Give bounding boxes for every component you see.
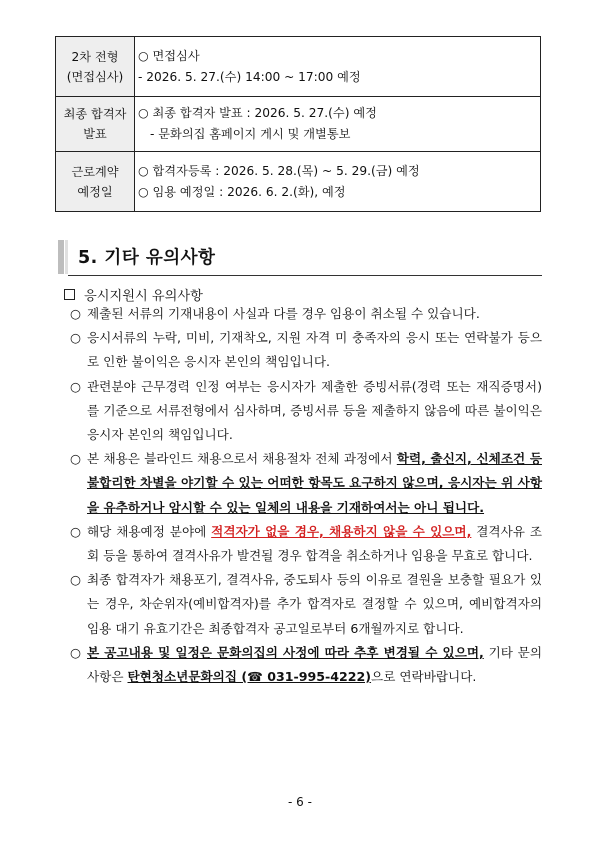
row-label [56,37,135,97]
subsection-title: 응시지원시 유의사항 [84,289,203,304]
table-row [56,37,541,97]
row-label-line: 예정일 [77,184,113,199]
note-text: 응시서류의 누락, 미비, 기재착오, 지원 자격 미 충족자의 응시 또는 연락불가 등으로 인한 불이익은 응시자 본인의 책임입니다. [87,330,542,370]
schedule-table [55,36,541,212]
list-item [70,302,542,326]
schedule-line: ○ 합격자등록 : 2026. 5. 28.(목) ~ 5. 29.(금) 예정 [138,163,420,178]
heading-accent-bar [58,240,64,274]
list-item [70,520,542,568]
row-label [56,97,135,152]
heading-underline [68,275,542,276]
note-text: 최종 합격자가 채용포기, 결격사유, 중도퇴사 등의 이유로 결원을 보충할 필요가 있는 경우, 차순위자(예비합격자)를 추가 합격자로 결정할 수 있으며, 예비합격자의 임용 대기 유효기간은 최종합격자 공고일로부터 6개월까지로 합니다. [87,572,542,636]
notes-list [70,302,542,689]
note-text: 해당 채용예정 분야에 [87,523,212,539]
list-item [70,568,542,641]
circle-bullet-icon: ○ [70,306,81,321]
note-emphasis: 학력, 출신지, 신체조건 등 불합리한 차별을 야기할 수 있는 어떠한 항목도 요구하지 않으며, 응시자는 위 사항을 유추하거나 암시할 수 있는 일체의 내용을 기재하여서는 아니 됩니다. [87,451,542,515]
row-label-line: 근로계약 [71,164,119,179]
row-label-line: (면접심사) [66,69,124,84]
list-item [70,375,542,448]
note-text: 결격사유 조회 등을 통하여 결격사유가 발견될 경우 합격을 취소하거나 임용을 무효로 합니다. [87,523,542,564]
list-item [70,326,542,374]
row-label-line: 발표 [83,127,107,141]
note-text: 제출된 서류의 기재내용이 사실과 다를 경우 임용이 취소될 수 있습니다. [87,306,480,321]
note-text: 기타 문의 사항은 [87,644,543,685]
row-content [135,97,541,152]
row-label [56,152,135,212]
schedule-line: ○ 면접심사 [138,48,200,63]
note-warning-emphasis: 적격자가 없을 경우, 채용하지 않을 수 있으며, [211,523,472,539]
section-heading [58,240,542,274]
page-number: - 6 - [288,795,312,809]
note-text: 본 채용은 블라인드 채용으로서 채용절차 전체 과정에서 [87,451,397,467]
list-item [70,641,542,689]
schedule-line: ○ 임용 예정일 : 2026. 6. 2.(화), 예정 [138,184,346,199]
row-label-line: 최종 합격자 [63,107,127,121]
circle-bullet-icon: ○ [70,572,81,588]
circle-bullet-icon: ○ [70,330,81,346]
circle-bullet-icon: ○ [70,523,81,539]
note-text: 으로 연락바랍니다. [371,669,477,685]
circle-bullet-icon: ○ [70,451,81,467]
circle-bullet-icon: ○ [70,378,81,394]
contact-info: 탄현청소년문화의집 (☎ 031-995-4222) [127,669,372,685]
list-item [70,447,542,520]
circle-bullet-icon: ○ [70,644,81,660]
row-label-line: 2차 전형 [71,49,119,64]
schedule-line: ○ 최종 합격자 발표 : 2026. 5. 27.(수) 예정 [138,106,377,120]
note-emphasis: 본 공고내용 및 일정은 문화의집의 사정에 따라 추후 변경될 수 있으며, [87,644,484,660]
row-content [135,152,541,212]
section-title: 5. 기타 유의사항 [78,248,216,268]
schedule-line: - 2026. 5. 27.(수) 14:00 ~ 17:00 예정 [138,69,361,84]
row-content [135,37,541,97]
note-text: 관련분야 근무경력 인정 여부는 응시자가 제출한 증빙서류(경력 또는 재직증명서)를 기준으로 서류전형에서 심사하며, 증빙서류 등을 제출하지 않음에 따른 불이익은 응시자 본인의 책임입니다. [87,378,542,443]
schedule-line: - 문화의집 홈페이지 게시 및 개별통보 [150,127,351,141]
heading-accent-bar [65,240,68,274]
square-bullet-icon [64,289,75,300]
table-row [56,152,541,212]
table-row [56,97,541,152]
